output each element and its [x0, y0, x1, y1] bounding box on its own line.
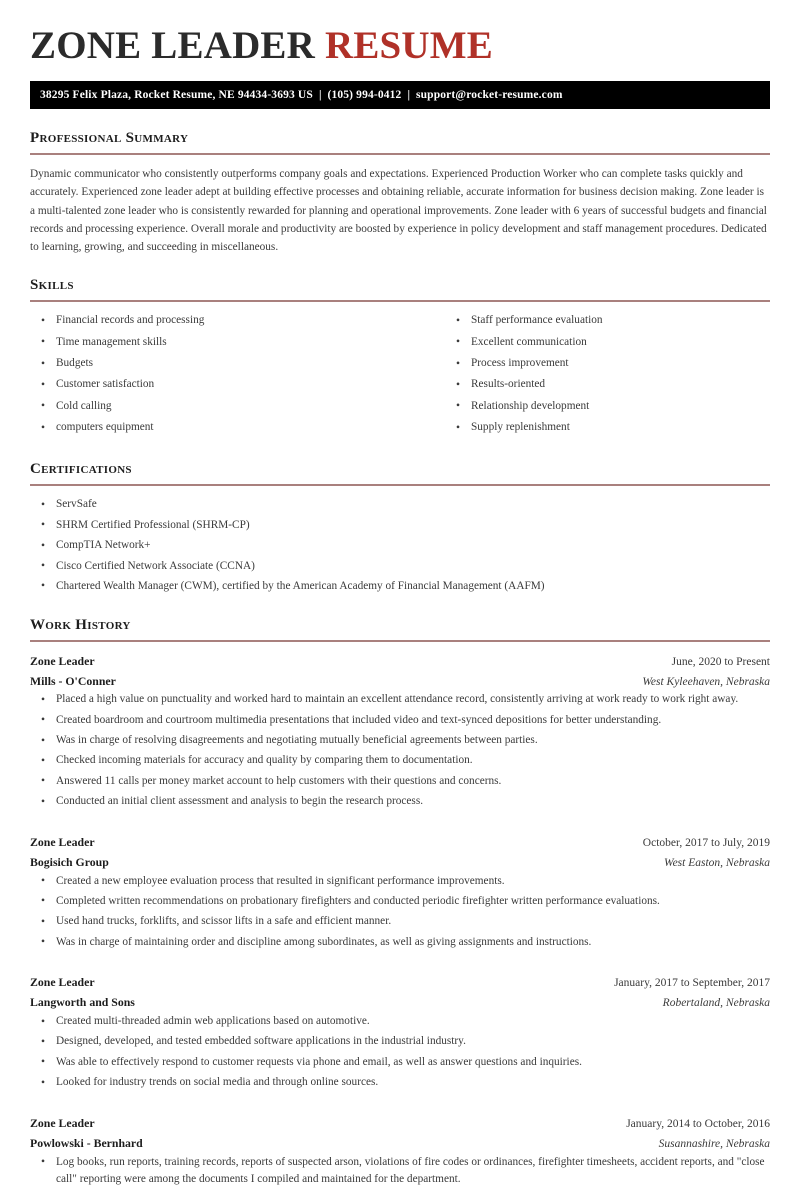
skill-item: • Process improvement — [445, 355, 770, 373]
job-title: Zone Leader — [30, 975, 95, 990]
job-bullet-list — [30, 873, 770, 952]
job-bullet: • Was in charge of maintaining order and discipline among subordinates, as well as giving assignments and instructions. — [30, 934, 770, 952]
job-company: Langworth and Sons — [30, 995, 135, 1010]
section-work-history — [0, 616, 800, 1190]
job-title-row — [30, 973, 770, 993]
skill-item: • Results-oriented — [445, 376, 770, 394]
job-bullet: • Was in charge of resolving disagreements and negotiating mutually beneficial agreements between parties. — [30, 732, 770, 750]
skill-item: • Financial records and processing — [30, 312, 400, 330]
job-dates: June, 2020 to Present — [671, 655, 770, 668]
skill-item: • Cold calling — [30, 398, 400, 416]
job-bullet: • Was able to effectively respond to customer requests via phone and email, as well as answer questions and inquiries. — [30, 1054, 770, 1072]
contact-email: support@rocket-resume.com — [416, 88, 563, 101]
title-accent: RESUME — [324, 24, 494, 67]
skill-item: • Relationship development — [445, 398, 770, 416]
job-location: West Easton, Nebraska — [664, 856, 770, 869]
job-company-row — [30, 1134, 770, 1154]
job-entry — [30, 973, 770, 1092]
job-bullet: • Completed written recommendations on probationary firefighters and conducted periodic firefighter written performance evaluations. — [30, 893, 770, 911]
page-title — [0, 0, 800, 73]
job-bullet-list — [30, 691, 770, 811]
section-skills — [0, 276, 800, 440]
section-heading-work-history: Work History — [30, 616, 131, 633]
job-company-row — [30, 993, 770, 1013]
job-company-row — [30, 853, 770, 873]
section-divider — [30, 153, 770, 155]
certification-item: • Chartered Wealth Manager (CWM), certified by the American Academy of Financial Management (AAFM) — [30, 578, 770, 596]
job-bullet: • Created a new employee evaluation process that resulted in significant performance improvements. — [30, 873, 770, 891]
summary-paragraph: Dynamic communicator who consistently outperforms company goals and expectations. Experienced Production Worker who can complete tasks quickly and accurately. Experienced zone leader adept at building effective processes and obtaining reliable, accurate information for business decision making. Zone leader is a multi-talented zone leader who is consistently rewarded for planning and operational improvements. Zone leader with 6 years of successful budgets and financial records and processing experience. Overall morale and productivity are boosted by experience in policy development and staff management procedures. Dedicated to learning, growing, and succeeding in miscellaneous. — [30, 167, 767, 254]
skill-item: • Excellent communication — [445, 334, 770, 352]
job-dates: October, 2017 to July, 2019 — [642, 836, 770, 849]
job-company-row — [30, 672, 770, 692]
job-list — [30, 652, 770, 1190]
section-divider — [30, 484, 770, 486]
skills-grid — [30, 312, 770, 440]
job-title: Zone Leader — [30, 1115, 95, 1130]
job-title-row — [30, 833, 770, 853]
skills-list-right — [445, 312, 770, 437]
skill-item: • Budgets — [30, 355, 400, 373]
contact-bar — [30, 81, 770, 109]
job-title: Zone Leader — [30, 653, 95, 668]
skills-column-right — [400, 312, 770, 440]
job-entry — [30, 652, 770, 811]
job-bullet: • Placed a high value on punctuality and worked hard to maintain an excellent attendance record, consistently arriving at work ready to work right away. — [30, 691, 770, 709]
certifications-list — [30, 496, 770, 595]
skill-item: • computers equipment — [30, 419, 400, 437]
job-bullet: • Created boardroom and courtroom multimedia presentations that included video and text-synced depositions for better understanding. — [30, 712, 770, 730]
job-title-row — [30, 652, 770, 672]
section-divider — [30, 640, 770, 642]
contact-separator-2: | — [407, 88, 410, 101]
job-dates: January, 2014 to October, 2016 — [626, 1117, 770, 1130]
job-bullet: • Answered 11 calls per money market account to help customers with their questions and concerns. — [30, 773, 770, 791]
job-bullet: • Designed, developed, and tested embedded software applications in the industrial industry. — [30, 1033, 770, 1051]
section-heading-skills: Skills — [30, 277, 74, 294]
title-main: ZONE LEADER — [30, 24, 316, 67]
job-bullet-list — [30, 1154, 770, 1190]
skill-item: • Customer satisfaction — [30, 376, 400, 394]
job-location: West Kyleehaven, Nebraska — [642, 675, 770, 688]
skills-list-left — [30, 312, 400, 437]
skills-column-left — [30, 312, 400, 440]
job-bullet-list — [30, 1013, 770, 1092]
job-company: Bogisich Group — [30, 854, 109, 869]
job-bullet: • Created multi-threaded admin web applications based on automotive. — [30, 1013, 770, 1031]
skill-item: • Time management skills — [30, 334, 400, 352]
contact-separator-1: | — [318, 88, 322, 101]
contact-phone: (105) 994-0412 — [327, 88, 402, 101]
certification-item: • SHRM Certified Professional (SHRM-CP) — [30, 517, 770, 535]
job-bullet: • Checked incoming materials for accuracy and quality by comparing them to documentation. — [30, 752, 770, 770]
job-bullet: • Conducted an initial client assessment and analysis to begin the research process. — [30, 793, 770, 811]
job-entry — [30, 1114, 770, 1189]
job-bullet: • Used hand trucks, forklifts, and scissor lifts in a safe and efficient manner. — [30, 913, 770, 931]
section-divider — [30, 300, 770, 302]
skill-item: • Staff performance evaluation — [445, 312, 770, 330]
certification-item: • ServSafe — [30, 496, 770, 514]
job-entry — [30, 833, 770, 952]
job-title: Zone Leader — [30, 834, 95, 849]
skill-item: • Supply replenishment — [445, 419, 770, 437]
section-heading-certifications: Certifications — [30, 461, 132, 478]
job-title-row — [30, 1114, 770, 1134]
certification-item: • Cisco Certified Network Associate (CCNA) — [30, 558, 770, 576]
job-company: Powlowski - Bernhard — [30, 1135, 143, 1150]
section-professional-summary — [0, 129, 800, 256]
certification-item: • CompTIA Network+ — [30, 537, 770, 555]
section-heading-professional-summary: Professional Summary — [30, 129, 189, 146]
job-location: Susannashire, Nebraska — [658, 1137, 770, 1150]
job-company: Mills - O'Conner — [30, 673, 116, 688]
contact-address: 38295 Felix Plaza, Rocket Resume, NE 94434-3693 US — [40, 88, 313, 101]
job-dates: January, 2017 to September, 2017 — [614, 977, 770, 990]
job-bullet: • Looked for industry trends on social media and through online sources. — [30, 1074, 770, 1092]
job-bullet: • Log books, run reports, training records, reports of suspected arson, violations of fire codes or ordinances, firefighter timesheets, accident reports, and "close call" reporting were among the documents I compiled and maintained for the department. — [30, 1154, 770, 1190]
job-location: Robertaland, Nebraska — [662, 997, 770, 1010]
section-certifications — [0, 460, 800, 595]
